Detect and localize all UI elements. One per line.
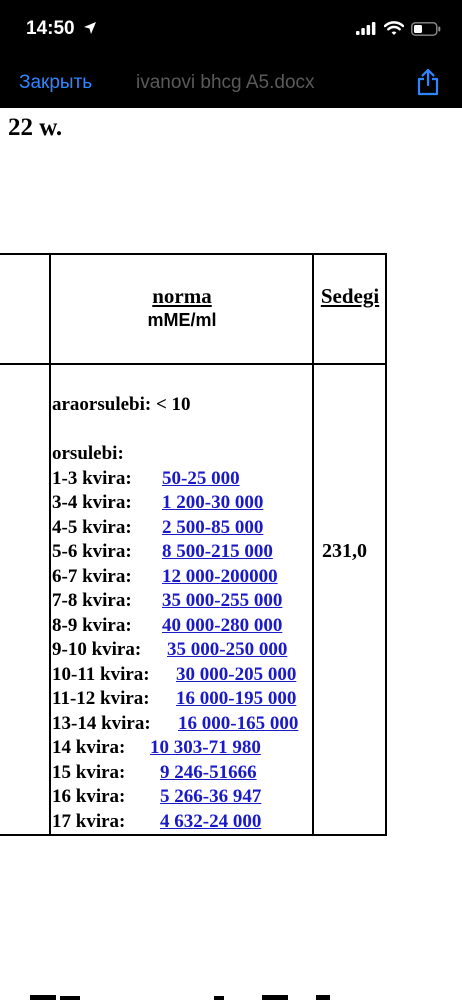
row-weeks: 1-3 kvira: (52, 468, 132, 489)
row-weeks: 6-7 kvira: (52, 566, 132, 587)
week-heading: 22 w. (8, 114, 63, 141)
row-weeks: 10-11 kvira: (52, 664, 150, 685)
row-range: 35 000-250 000 (167, 639, 288, 660)
result-value: 231,0 (322, 540, 367, 562)
row-range: 16 000-165 000 (178, 713, 299, 734)
status-bar (0, 0, 462, 56)
row-weeks: 5-6 kvira: (52, 541, 132, 562)
row-range: 10 303-71 980 (150, 737, 261, 758)
row-range: 35 000-255 000 (162, 590, 283, 611)
battery-icon (411, 22, 441, 36)
table-header-border (0, 363, 387, 365)
table-col-border-2 (312, 253, 314, 836)
document-title: ivanovi bhcg A5.docx (136, 72, 315, 93)
row-range: 16 000-195 000 (176, 688, 297, 709)
header-norma: norma (152, 284, 212, 308)
row-range: 5 266-36 947 (160, 786, 262, 807)
table-bottom-border (0, 834, 387, 836)
row-range: 30 000-205 000 (176, 664, 297, 685)
row-weeks: 16 kvira: (52, 786, 126, 807)
row-range: 1 200-30 000 (162, 492, 264, 513)
row-range: 12 000-200000 (162, 566, 278, 587)
table-col-border-1 (49, 253, 51, 836)
status-time: 14:50 (26, 18, 75, 39)
location-arrow-icon (83, 21, 97, 35)
table-top-border (0, 253, 387, 255)
wifi-icon (384, 21, 404, 36)
row-range: 8 500-215 000 (162, 541, 273, 562)
share-icon[interactable] (416, 68, 440, 96)
row-weeks: 8-9 kvira: (52, 615, 132, 636)
pregnant-label: orsulebi: (52, 443, 124, 464)
header-unit: mME/ml (147, 310, 217, 330)
row-range: 40 000-280 000 (162, 615, 283, 636)
row-range: 2 500-85 000 (162, 517, 264, 538)
document-page[interactable] (0, 108, 462, 1000)
row-weeks: 14 kvira: (52, 737, 126, 758)
row-range: 4 632-24 000 (160, 811, 262, 832)
row-weeks: 7-8 kvira: (52, 590, 132, 611)
row-weeks: 13-14 kvira: (52, 713, 151, 734)
row-range: 9 246-51666 (160, 762, 257, 783)
row-weeks: 9-10 kvira: (52, 639, 142, 660)
row-weeks: 15 kvira: (52, 762, 126, 783)
non-pregnant-label: araorsulebi: < 10 (52, 394, 191, 415)
row-weeks: 4-5 kvira: (52, 517, 132, 538)
cut-off-text-fragment (0, 992, 462, 1000)
row-range: 50-25 000 (162, 468, 240, 489)
row-weeks: 3-4 kvira: (52, 492, 132, 513)
table-col-border-3 (385, 253, 387, 836)
navigation-bar (0, 56, 462, 108)
row-weeks: 11-12 kvira: (52, 688, 150, 709)
close-button[interactable]: Закрыть (19, 72, 93, 93)
row-weeks: 17 kvira: (52, 811, 126, 832)
cellular-signal-icon (356, 22, 376, 35)
header-sedegi: Sedegi (320, 284, 380, 308)
